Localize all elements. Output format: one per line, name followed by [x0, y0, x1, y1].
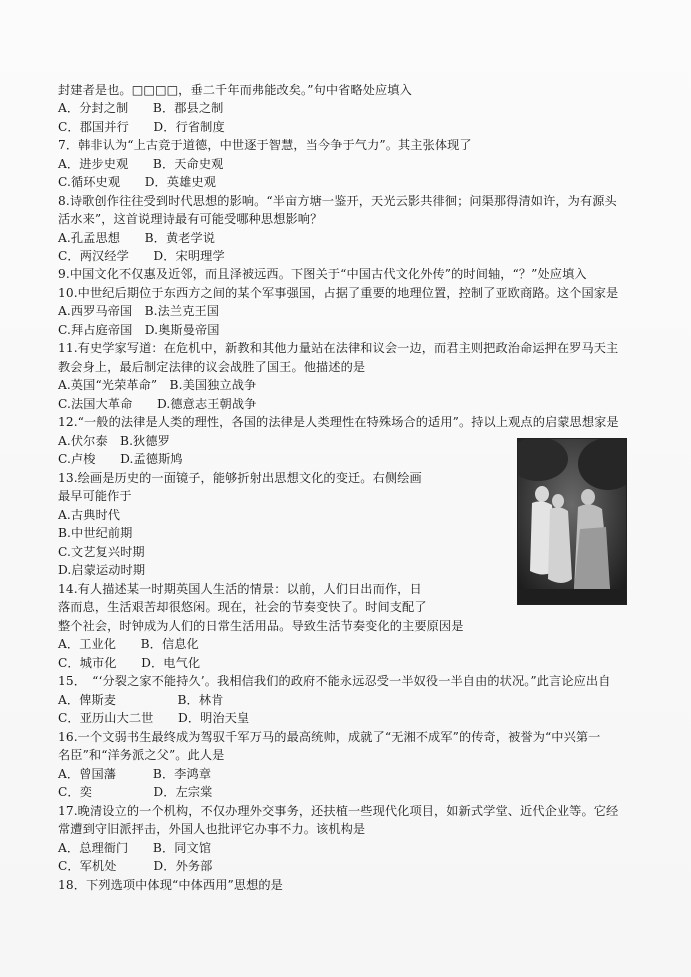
text-line: 17.晚清设立的一个机构，不仅办理外交事务，还扶植一些现代化项目，如新式学堂、近代企业等。它经 — [58, 804, 619, 818]
text-line: 封建者是也。□□□□，垂二千年而弗能改矣。”句中省略处应填入 — [58, 83, 412, 97]
text-line: A．分封之制 B．郡县之制 — [58, 101, 224, 115]
text-line: 落而息，生活艰苦却很悠闲。现在，社会的节奏变快了。时间支配了 — [58, 600, 427, 614]
text-line: C．军机处 D．外务部 — [58, 859, 213, 873]
text-line: 名臣”和“洋务派之父”。此人是 — [58, 748, 225, 762]
text-line: 16.一个文弱书生最终成为驾驭千军万马的最高统帅，成就了“无湘不成军”的传奇，被誉为“中兴第一 — [58, 730, 601, 744]
text-line: A．进步史观 B．天命史观 — [58, 157, 224, 171]
text-line: 9.中国文化不仅惠及近邻，而且泽被远西。下图关于“中国古代文化外传”的时间轴，“？”处应填入 — [58, 267, 587, 281]
text-line: 最早可能作于 — [58, 489, 132, 503]
text-line: C.卢梭 D.孟德斯鸠 — [58, 452, 183, 466]
text-line: 18．下列选项中体现“中体西用”思想的是 — [58, 878, 283, 892]
text-line: 整个社会，时钟成为人们的日常生活用品。导致生活节奏变化的主要原因是 — [58, 619, 464, 633]
text-line: A．工业化 B．信息化 — [58, 637, 199, 651]
text-line: 13.绘画是历史的一面镜子，能够折射出思想文化的变迁。右侧绘画 — [58, 471, 422, 485]
text-line: 教会身上，最后制定法律的议会战胜了国王。他描述的是 — [58, 360, 366, 374]
text-line: C.拜占庭帝国 D.奥斯曼帝国 — [58, 323, 220, 337]
text-line: C．奕 D．左宗棠 — [58, 785, 213, 799]
renaissance-painting — [517, 438, 627, 605]
text-line: A.英国“光荣革命” B.美国独立战争 — [58, 378, 257, 392]
text-line: 8.诗歌创作往往受到时代思想的影响。“半亩方塘一鉴开，天光云影共徘徊；问渠那得清如许，为有源头 — [58, 194, 617, 208]
text-line: 11.有史学家写道：在危机中，新教和其他力量站在法律和议会一边，而君主则把政治命运押在罗马天主 — [58, 341, 619, 355]
text-line: C．亚历山大二世 D．明治天皇 — [58, 711, 250, 725]
text-line: C.法国大革命 D.德意志王朝战争 — [58, 397, 257, 411]
text-line: 12.“一般的法律是人类的理性，各国的法律是人类理性在特殊场合的适用”。持以上观点的启蒙思想家是 — [58, 415, 619, 429]
text-line: A．总理衙门 B．同文馆 — [58, 841, 212, 855]
text-line: A.古典时代 — [58, 508, 121, 522]
text-line: C.文艺复兴时期 — [58, 545, 145, 559]
text-line: 15． “‘分裂之家不能持久’。我相信我们的政府不能永远忍受一半奴役一半自由的状况。”此言论应出自 — [58, 674, 611, 688]
text-line: D.启蒙运动时期 — [58, 563, 146, 577]
text-line: C.循环史观 D．英雄史观 — [58, 175, 216, 189]
text-line: B.中世纪前期 — [58, 526, 133, 540]
text-line: A．曾国藩 B．李鸿章 — [58, 767, 212, 781]
text-line: A.孔孟思想 B．黄老学说 — [58, 231, 216, 245]
text-line: 14.有人描述某一时期英国人生活的情景：以前，人们日出而作，日 — [58, 582, 422, 596]
text-line: 10.中世纪后期位于东西方之间的某个军事强国，占据了重要的地理位置，控制了亚欧商路。这个国家是 — [58, 286, 619, 300]
text-line: 活水来”，这首说理诗最有可能受哪种思想影响？ — [58, 212, 323, 226]
text-line: A.伏尔泰 B.狄德罗 — [58, 434, 170, 448]
text-line: 7．韩非认为“上古竞于道德，中世逐于智慧，当今争于气力”。其主张体现了 — [58, 138, 472, 152]
text-line: C．郡国并行 D．行省制度 — [58, 120, 225, 134]
text-line: 常遭到守旧派抨击，外国人也批评它办事不力。该机构是 — [58, 822, 366, 836]
text-line: C．两汉经学 D．宋明理学 — [58, 249, 225, 263]
painting-image — [518, 439, 626, 604]
text-line: A.西罗马帝国 B.法兰克王国 — [58, 304, 220, 318]
text-line: A．俾斯麦 B．林肯 — [58, 693, 224, 707]
text-line: C．城市化 D．电气化 — [58, 656, 201, 670]
